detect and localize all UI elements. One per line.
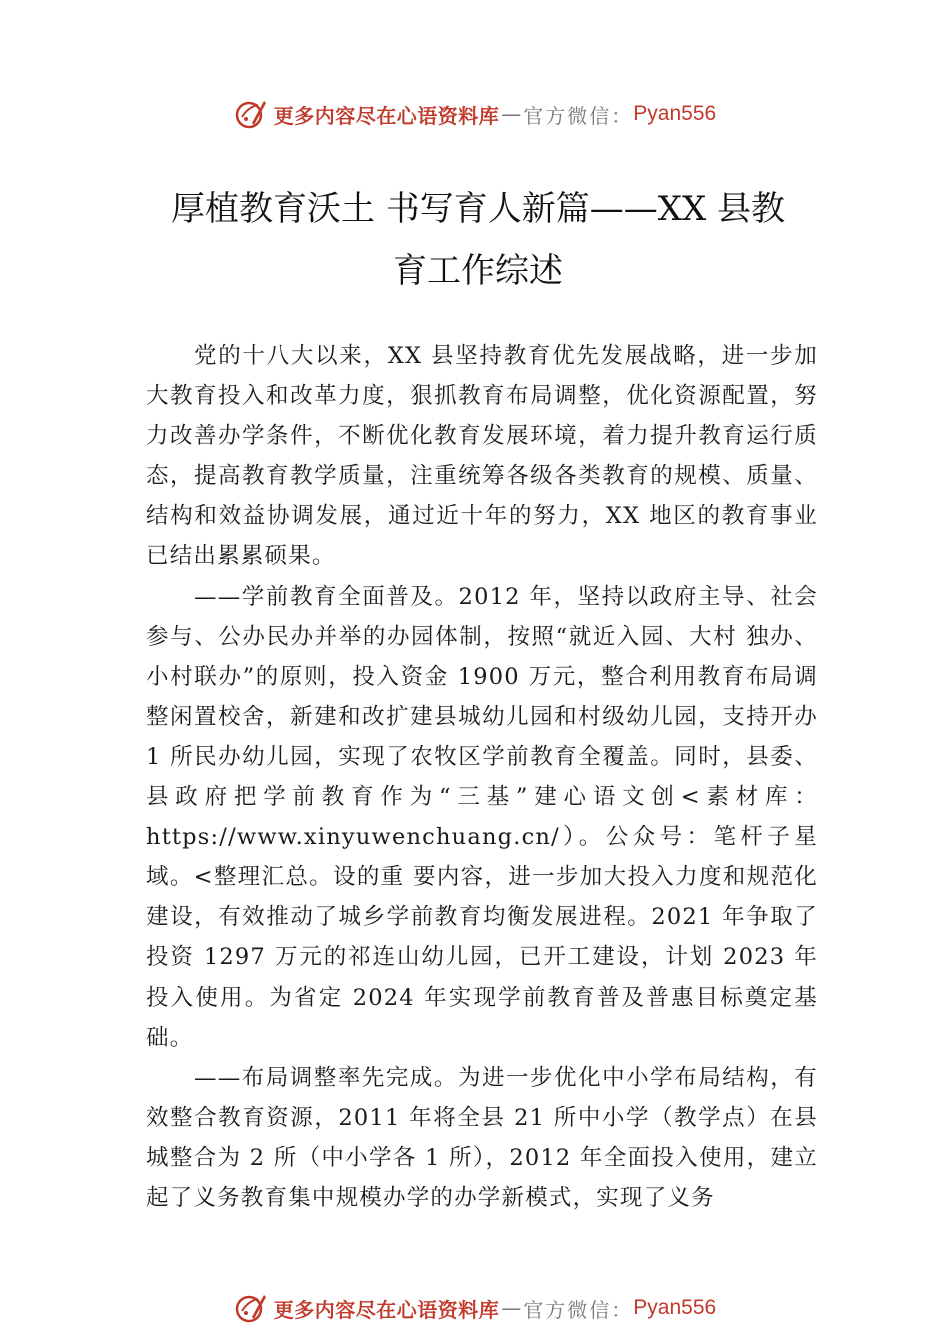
paragraph-intro: 党的十八大以来，XX 县坚持教育优先发展战略，进一步加大教育投入和改革力度，狠抓教育布局调整，优化资源配置，努力改善办学条件，不断优化教育发展环境，着力提升教育运行质态，提高教育教学质量，注重统筹各级各类教育的规模、质量、结构和效益协调发展，通过近十年的努力，XX 地区的教育事业已结出累累硕果。 — [146, 343, 818, 570]
banner-wechat-id: Pyan556 — [633, 1296, 717, 1319]
banner-wechat-label: 官方微信： — [523, 103, 634, 128]
document-body — [146, 336, 818, 1218]
footer-banner — [0, 1288, 950, 1328]
title-line-1: 厚植教育沃土 书写育人新篇——XX 县教 — [170, 189, 786, 229]
document-title — [148, 178, 808, 302]
banner-separator: — — [501, 102, 522, 126]
banner-wechat-id: Pyan556 — [633, 102, 717, 125]
paragraph-layout: ——布局调整率先完成。为进一步优化中小学布局结构，有效整合教育资源，2011 年将全县 21 所中小学（教学点）在县城整合为 2 所（中小学各 1 所），2012 年全面投入使用，建立起了义务教育集中规模办学的办学新模式，实现了义务 — [146, 1064, 818, 1211]
banner-wechat-label: 官方微信： — [523, 1297, 634, 1322]
paragraph-preschool: ——学前教育全面普及。2012 年，坚持以政府主导、社会参与、公办民办并举的办园体制，按照“就近入园、大村 独办、小村联办”的原则，投入资金 1900 万元，整合利用教育布局调整闲置校舍，新建和改扩建县城幼儿园和村级幼儿园，支持开办 1 所民办幼儿园，实现了农牧区学前教育全覆盖。同时，县委、县政府把学前教育作为“三基”建心语文创<素材库：https://www.xinyuwenchuang.cn/）。公众号：笔杆子星域。<整理汇总。设的重 要内容，进一步加大投入力度和规范化建设，有效推动了城乡学前教育均衡发展进程。2021 年争取了投资 1297 万元的祁连山幼儿园，已开工建设，计划 2023 年投入使用。为省定 2024 年实现学前教育普及普惠目标奠定基础。 — [146, 583, 818, 1051]
pen-logo-icon — [234, 97, 268, 131]
banner-main-text: 更多内容尽在心语资料库 — [273, 103, 500, 128]
banner-separator: — — [501, 1296, 522, 1320]
pen-logo-icon — [234, 1291, 268, 1325]
banner-main-text: 更多内容尽在心语资料库 — [273, 1297, 500, 1322]
title-line-2: 育工作综述 — [393, 251, 563, 291]
header-banner — [0, 94, 950, 134]
